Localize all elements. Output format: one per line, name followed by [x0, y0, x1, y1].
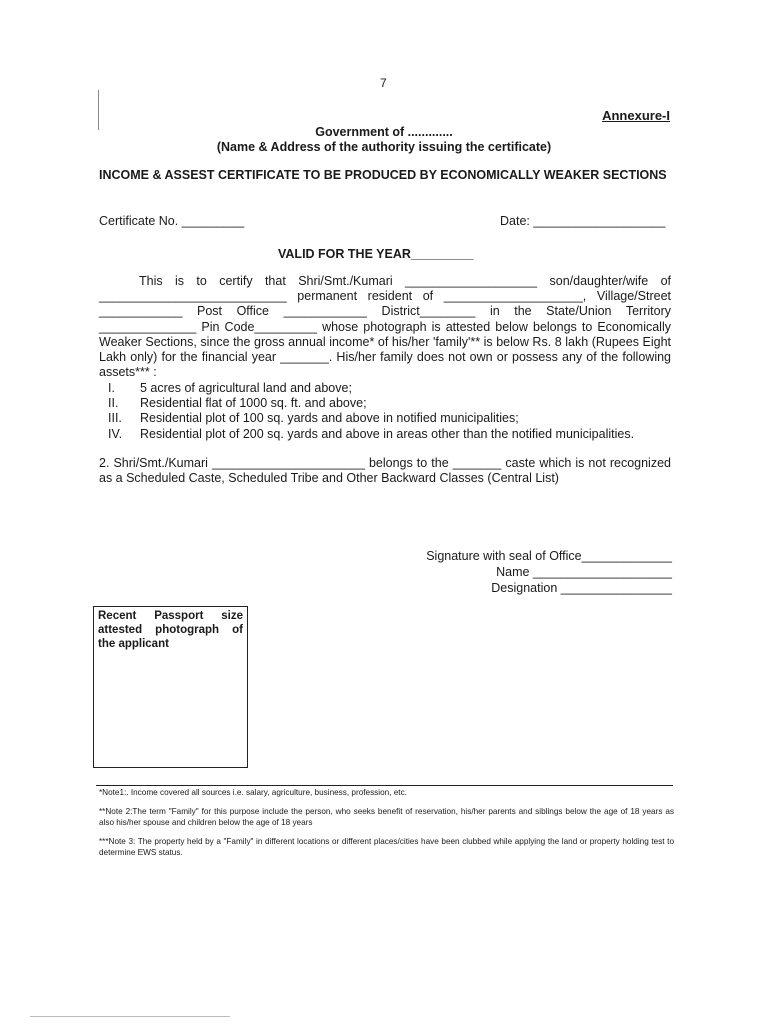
asset-number: IV.: [108, 426, 123, 441]
asset-number: III.: [108, 411, 122, 426]
asset-text: Residential plot of 100 sq. yards and above in notified municipalities;: [140, 411, 519, 426]
asset-text: Residential plot of 200 sq. yards and above in areas other than the notified municipalities.: [140, 426, 635, 441]
certificate-number: Certificate No. _________: [99, 214, 245, 228]
scan-artifact: [98, 90, 99, 130]
note-2: **Note 2:The term "Family" for this purpose include the person, who seeks benefit of reservation, his/her parents and siblings below the age of 18 years as also his/her spouse and children below the age of 18 years: [99, 807, 674, 827]
footnotes: [99, 787, 674, 866]
footnote-divider: [96, 785, 673, 786]
asset-item: [99, 427, 679, 442]
asset-list: [99, 381, 679, 442]
asset-number: II.: [108, 396, 119, 411]
caste-paragraph: 2. Shri/Smt./Kumari ______________________ belongs to the _______ caste which is not recognized as a Scheduled Caste, Scheduled Tribe and Other Backward Classes (Central List): [99, 456, 671, 486]
note-1: *Note1:. Income covered all sources i.e. salary, agriculture, business, profession, etc.: [99, 788, 407, 797]
asset-text: Residential flat of 1000 sq. ft. and above;: [140, 396, 367, 411]
asset-item: [99, 381, 679, 396]
signature-designation-line: Designation ________________: [491, 581, 672, 595]
asset-item: [99, 411, 679, 426]
certification-paragraph: [99, 274, 671, 380]
annexure-label: Annexure-I: [602, 108, 670, 123]
photograph-box: Recent Passport size attested photograph of the applicant: [93, 606, 248, 768]
authority-line: (Name & Address of the authority issuing the certificate): [216, 140, 552, 154]
signature-name-line: Name ____________________: [496, 565, 672, 579]
asset-number: I.: [108, 381, 115, 395]
note-3: ***Note 3: The property held by a "Family" in different locations or different places/cities have been clubbed while applying the land or property holding test to determine EWS status.: [99, 837, 674, 857]
certificate-title: INCOME & ASSEST CERTIFICATE TO BE PRODUCED BY ECONOMICALLY WEAKER SECTIONS: [99, 168, 667, 182]
page-number: 7: [380, 76, 387, 90]
signature-block: [372, 548, 672, 596]
scan-artifact: [30, 1016, 230, 1017]
signature-seal-line: Signature with seal of Office_____________: [426, 549, 672, 563]
asset-item: [99, 396, 679, 411]
government-line: Government of .............: [315, 125, 453, 139]
valid-for-year: VALID FOR THE YEAR_________: [278, 247, 474, 261]
asset-text: 5 acres of agricultural land and above;: [140, 381, 352, 395]
date-field: Date: ___________________: [500, 214, 666, 228]
paragraph-1-text: This is to certify that Shri/Smt./Kumari ___________________ son/daughter/wife of ___________________________ permanent resident of ____________________, Village/Street ____________ Post Office ____________ District________ in the State/Union Territory ______________ Pin Code_________ whose photograph is attested below belongs to Economically Weaker Sections, since the gross annual income* of his/her 'family'** is below Rs. 8 lakh (Rupees Eight Lakh only) for the financial year _______. His/her family does not own or possess any of the following assets*** :: [99, 274, 671, 380]
